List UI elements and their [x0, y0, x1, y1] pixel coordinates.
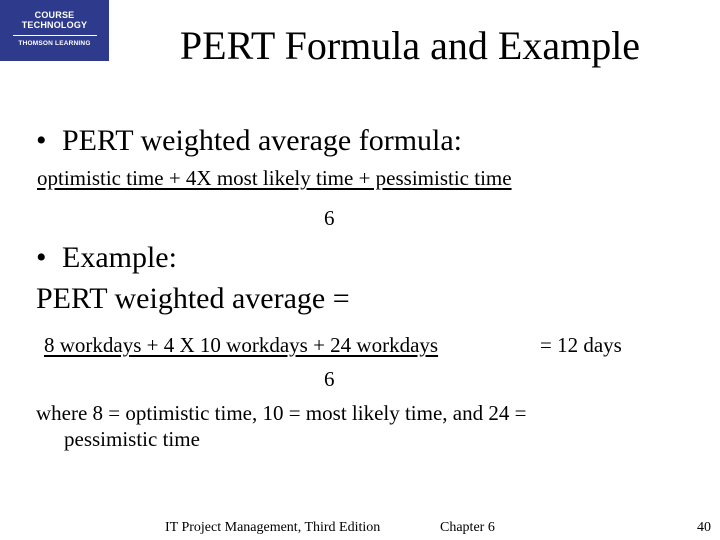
bullet-example-text: Example: — [62, 241, 177, 274]
footer-page-number: 40 — [697, 520, 711, 535]
footer-chapter: Chapter 6 — [440, 520, 495, 535]
where-explanation-line2: pessimistic time — [64, 427, 200, 451]
formula-denominator: 6 — [324, 206, 335, 230]
footer-book-title: IT Project Management, Third Edition — [165, 520, 381, 535]
formula-numerator: optimistic time + 4X most likely time + pessimistic time — [37, 166, 512, 190]
example-denominator: 6 — [324, 367, 335, 391]
logo-line-thomson: THOMSON LEARNING — [18, 40, 91, 47]
where-explanation-line1: where 8 = optimistic time, 10 = most likely time, and 24 = — [36, 401, 527, 425]
course-technology-logo — [0, 0, 109, 61]
bullet-dot: • — [36, 241, 47, 274]
bullet-formula — [36, 124, 462, 158]
example-heading: PERT weighted average = — [36, 282, 350, 315]
example-result: = 12 days — [540, 333, 622, 357]
logo-line-course: COURSE — [34, 10, 75, 20]
bullet-dot: • — [36, 124, 47, 157]
slide-title: PERT Formula and Example — [179, 23, 641, 68]
example-numerator: 8 workdays + 4 X 10 workdays + 24 workdays — [44, 333, 439, 357]
logo-divider — [13, 35, 97, 36]
bullet-formula-text: PERT weighted average formula: — [62, 124, 463, 157]
logo-line-technology: TECHNOLOGY — [21, 20, 88, 30]
bullet-example — [36, 241, 177, 275]
